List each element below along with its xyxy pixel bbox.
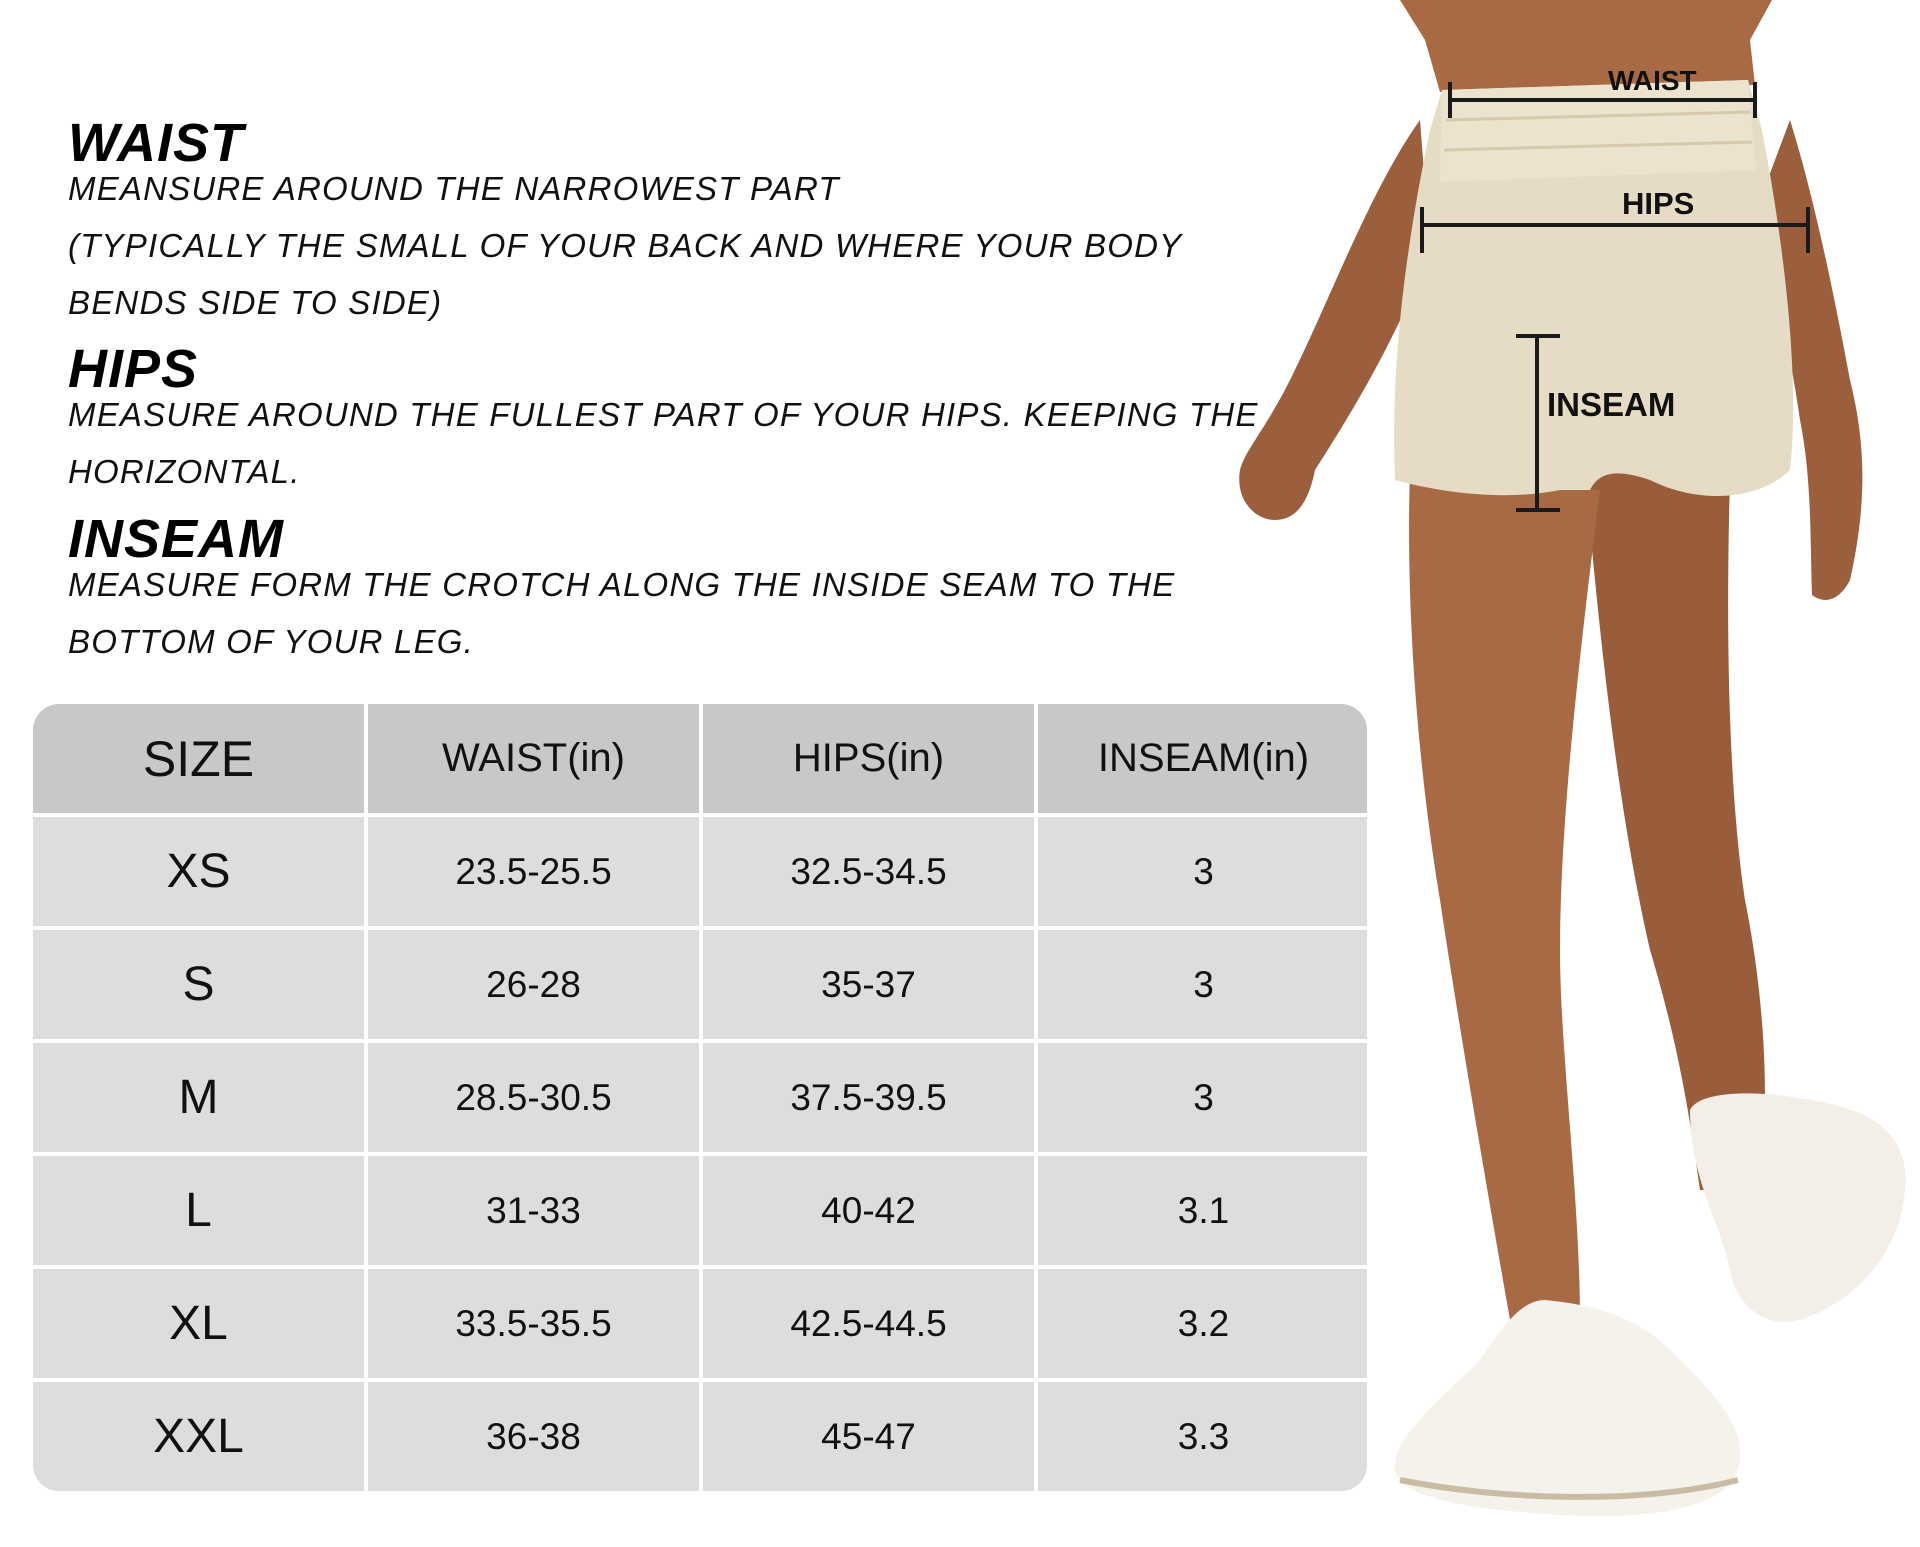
inseam-xxl: 3.3: [1038, 1382, 1367, 1491]
hips-xl: 42.5-44.5: [703, 1269, 1034, 1378]
hips-m: 37.5-39.5: [703, 1043, 1034, 1152]
hips-xs: 32.5-34.5: [703, 817, 1034, 926]
waist-xxl: 36-38: [368, 1382, 699, 1491]
hips-description-line-2: HORIZONTAL.: [68, 453, 301, 490]
model-back-leg: [1585, 470, 1765, 1190]
inseam-m: 3: [1038, 1043, 1367, 1152]
waist-description-line-2: (TYPICALLY THE SMALL OF YOUR BACK AND WHERE YOUR BODY: [68, 227, 1183, 264]
model-front-shoe: [1395, 1300, 1741, 1516]
header-size: SIZE: [33, 704, 364, 813]
model-waistband: [1440, 80, 1756, 182]
size-s: S: [33, 930, 364, 1039]
hips-marker-label: HIPS: [1622, 186, 1695, 221]
inseam-marker-label: INSEAM: [1547, 386, 1676, 423]
hips-heading: HIPS: [68, 339, 199, 399]
inseam-l: 3.1: [1038, 1156, 1367, 1265]
size-m: M: [33, 1043, 364, 1152]
waist-l: 31-33: [368, 1156, 699, 1265]
inseam-xl: 3.2: [1038, 1269, 1367, 1378]
header-inseam: INSEAM(in): [1038, 704, 1367, 813]
hips-s: 35-37: [703, 930, 1034, 1039]
size-xxl: XXL: [33, 1382, 364, 1491]
model-front-leg: [1409, 470, 1600, 1320]
size-l: L: [33, 1156, 364, 1265]
waist-marker-label: WAIST: [1608, 65, 1697, 96]
header-hips: HIPS(in): [703, 704, 1034, 813]
waist-description-line-3: BENDS SIDE TO SIDE): [68, 284, 443, 321]
size-xs: XS: [33, 817, 364, 926]
waist-xs: 23.5-25.5: [368, 817, 699, 926]
model-back-shoe: [1690, 1093, 1906, 1322]
waist-s: 26-28: [368, 930, 699, 1039]
waist-m: 28.5-30.5: [368, 1043, 699, 1152]
inseam-description-line-1: MEASURE FORM THE CROTCH ALONG THE INSIDE SEAM TO THE: [68, 566, 1176, 603]
inseam-xs: 3: [1038, 817, 1367, 926]
inseam-heading: INSEAM: [68, 509, 285, 569]
waist-heading: WAIST: [68, 113, 244, 173]
model-photo: [1225, 0, 1920, 1547]
model-torso: [1400, 0, 1772, 92]
size-chart-table: [33, 704, 1367, 1491]
waist-xl: 33.5-35.5: [368, 1269, 699, 1378]
inseam-s: 3: [1038, 930, 1367, 1039]
waist-description-line-1: MEANSURE AROUND THE NARROWEST PART: [68, 170, 840, 207]
inseam-description-line-2: BOTTOM OF YOUR LEG.: [68, 623, 475, 660]
hips-description-line-1: MEASURE AROUND THE FULLEST PART OF YOUR HIPS. KEEPING THE: [68, 396, 1259, 433]
hips-xxl: 45-47: [703, 1382, 1034, 1491]
hips-l: 40-42: [703, 1156, 1034, 1265]
header-waist: WAIST(in): [368, 704, 699, 813]
size-xl: XL: [33, 1269, 364, 1378]
